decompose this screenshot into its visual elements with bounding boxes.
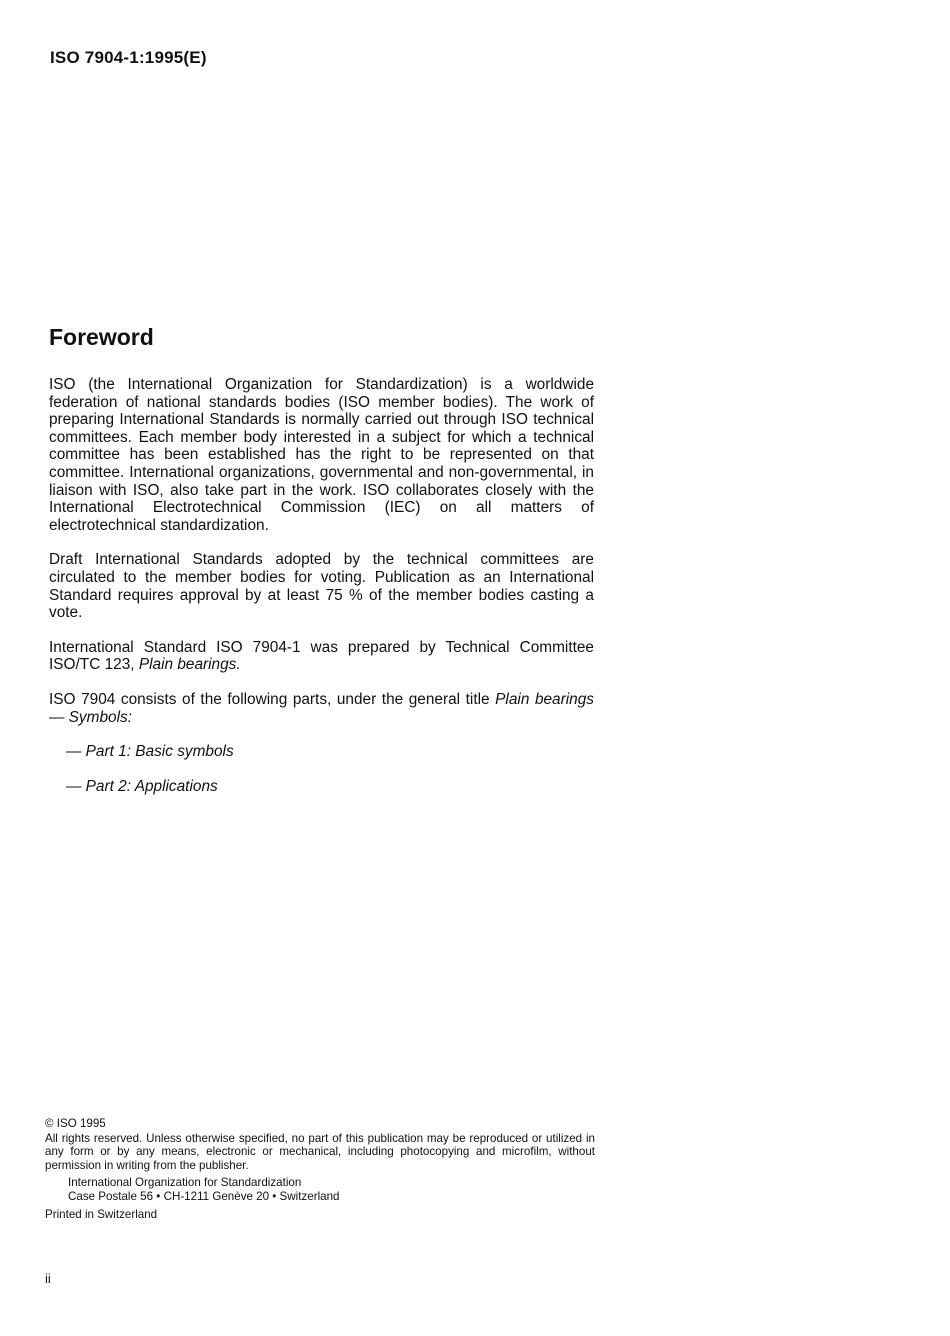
copyright-notice: © ISO 1995 xyxy=(45,1117,106,1130)
foreword-body xyxy=(49,376,594,812)
list-item: — Part 2: Applications xyxy=(66,777,218,795)
printed-in: Printed in Switzerland xyxy=(45,1207,158,1221)
list-item: — Part 1: Basic symbols xyxy=(66,743,234,761)
foreword-paragraph-2: Draft International Standards adopted by the technical committees are circulated to the member bodies for voting. Publication as an International Standard requires approval by at least 75 % of the member bodies casting a vote. xyxy=(49,551,594,622)
paragraph-4-text: ISO 7904 consists of the following parts, under the general title xyxy=(49,690,490,708)
foreword-paragraph-4 xyxy=(49,691,594,726)
committee-title: Plain bearings. xyxy=(138,656,241,674)
parts-list xyxy=(49,743,594,795)
foreword-title: Foreword xyxy=(49,324,154,350)
page-number: ii xyxy=(45,1271,51,1286)
document-id: ISO 7904-1:1995(E) xyxy=(50,48,207,67)
general-title: Plain bearings — Symbols: xyxy=(49,690,594,726)
organization-address: Case Postale 56 • CH-1211 Genève 20 • Switzerland xyxy=(68,1189,340,1203)
paragraph-3-text: International Standard ISO 7904-1 was prepared by Technical Committee ISO/TC 123, xyxy=(49,638,594,674)
foreword-paragraph-1: ISO (the International Organization for Standardization) is a worldwide federation of national standards bodies (ISO member bodies). The work of preparing International Standards is normally carried out through ISO technical committees. Each member body interested in a subject for which a technical committee has been established has the right to be represented on that committee. International organizations, governmental and non-governmental, in liaison with ISO, also take part in the work. ISO collaborates closely with the International Electrotechnical Commission (IEC) on all matters of electrotechnical standardization. xyxy=(49,376,594,534)
copyright-block xyxy=(45,1117,595,1221)
organization-name: International Organization for Standardization xyxy=(68,1176,302,1190)
foreword-paragraph-3 xyxy=(49,639,594,674)
rights-statement: All rights reserved. Unless otherwise specified, no part of this publication may be reproduced or utilized in any form or by any means, electronic or mechanical, including photocopying and microfilm, without permission in writing from the publisher. xyxy=(45,1131,595,1172)
